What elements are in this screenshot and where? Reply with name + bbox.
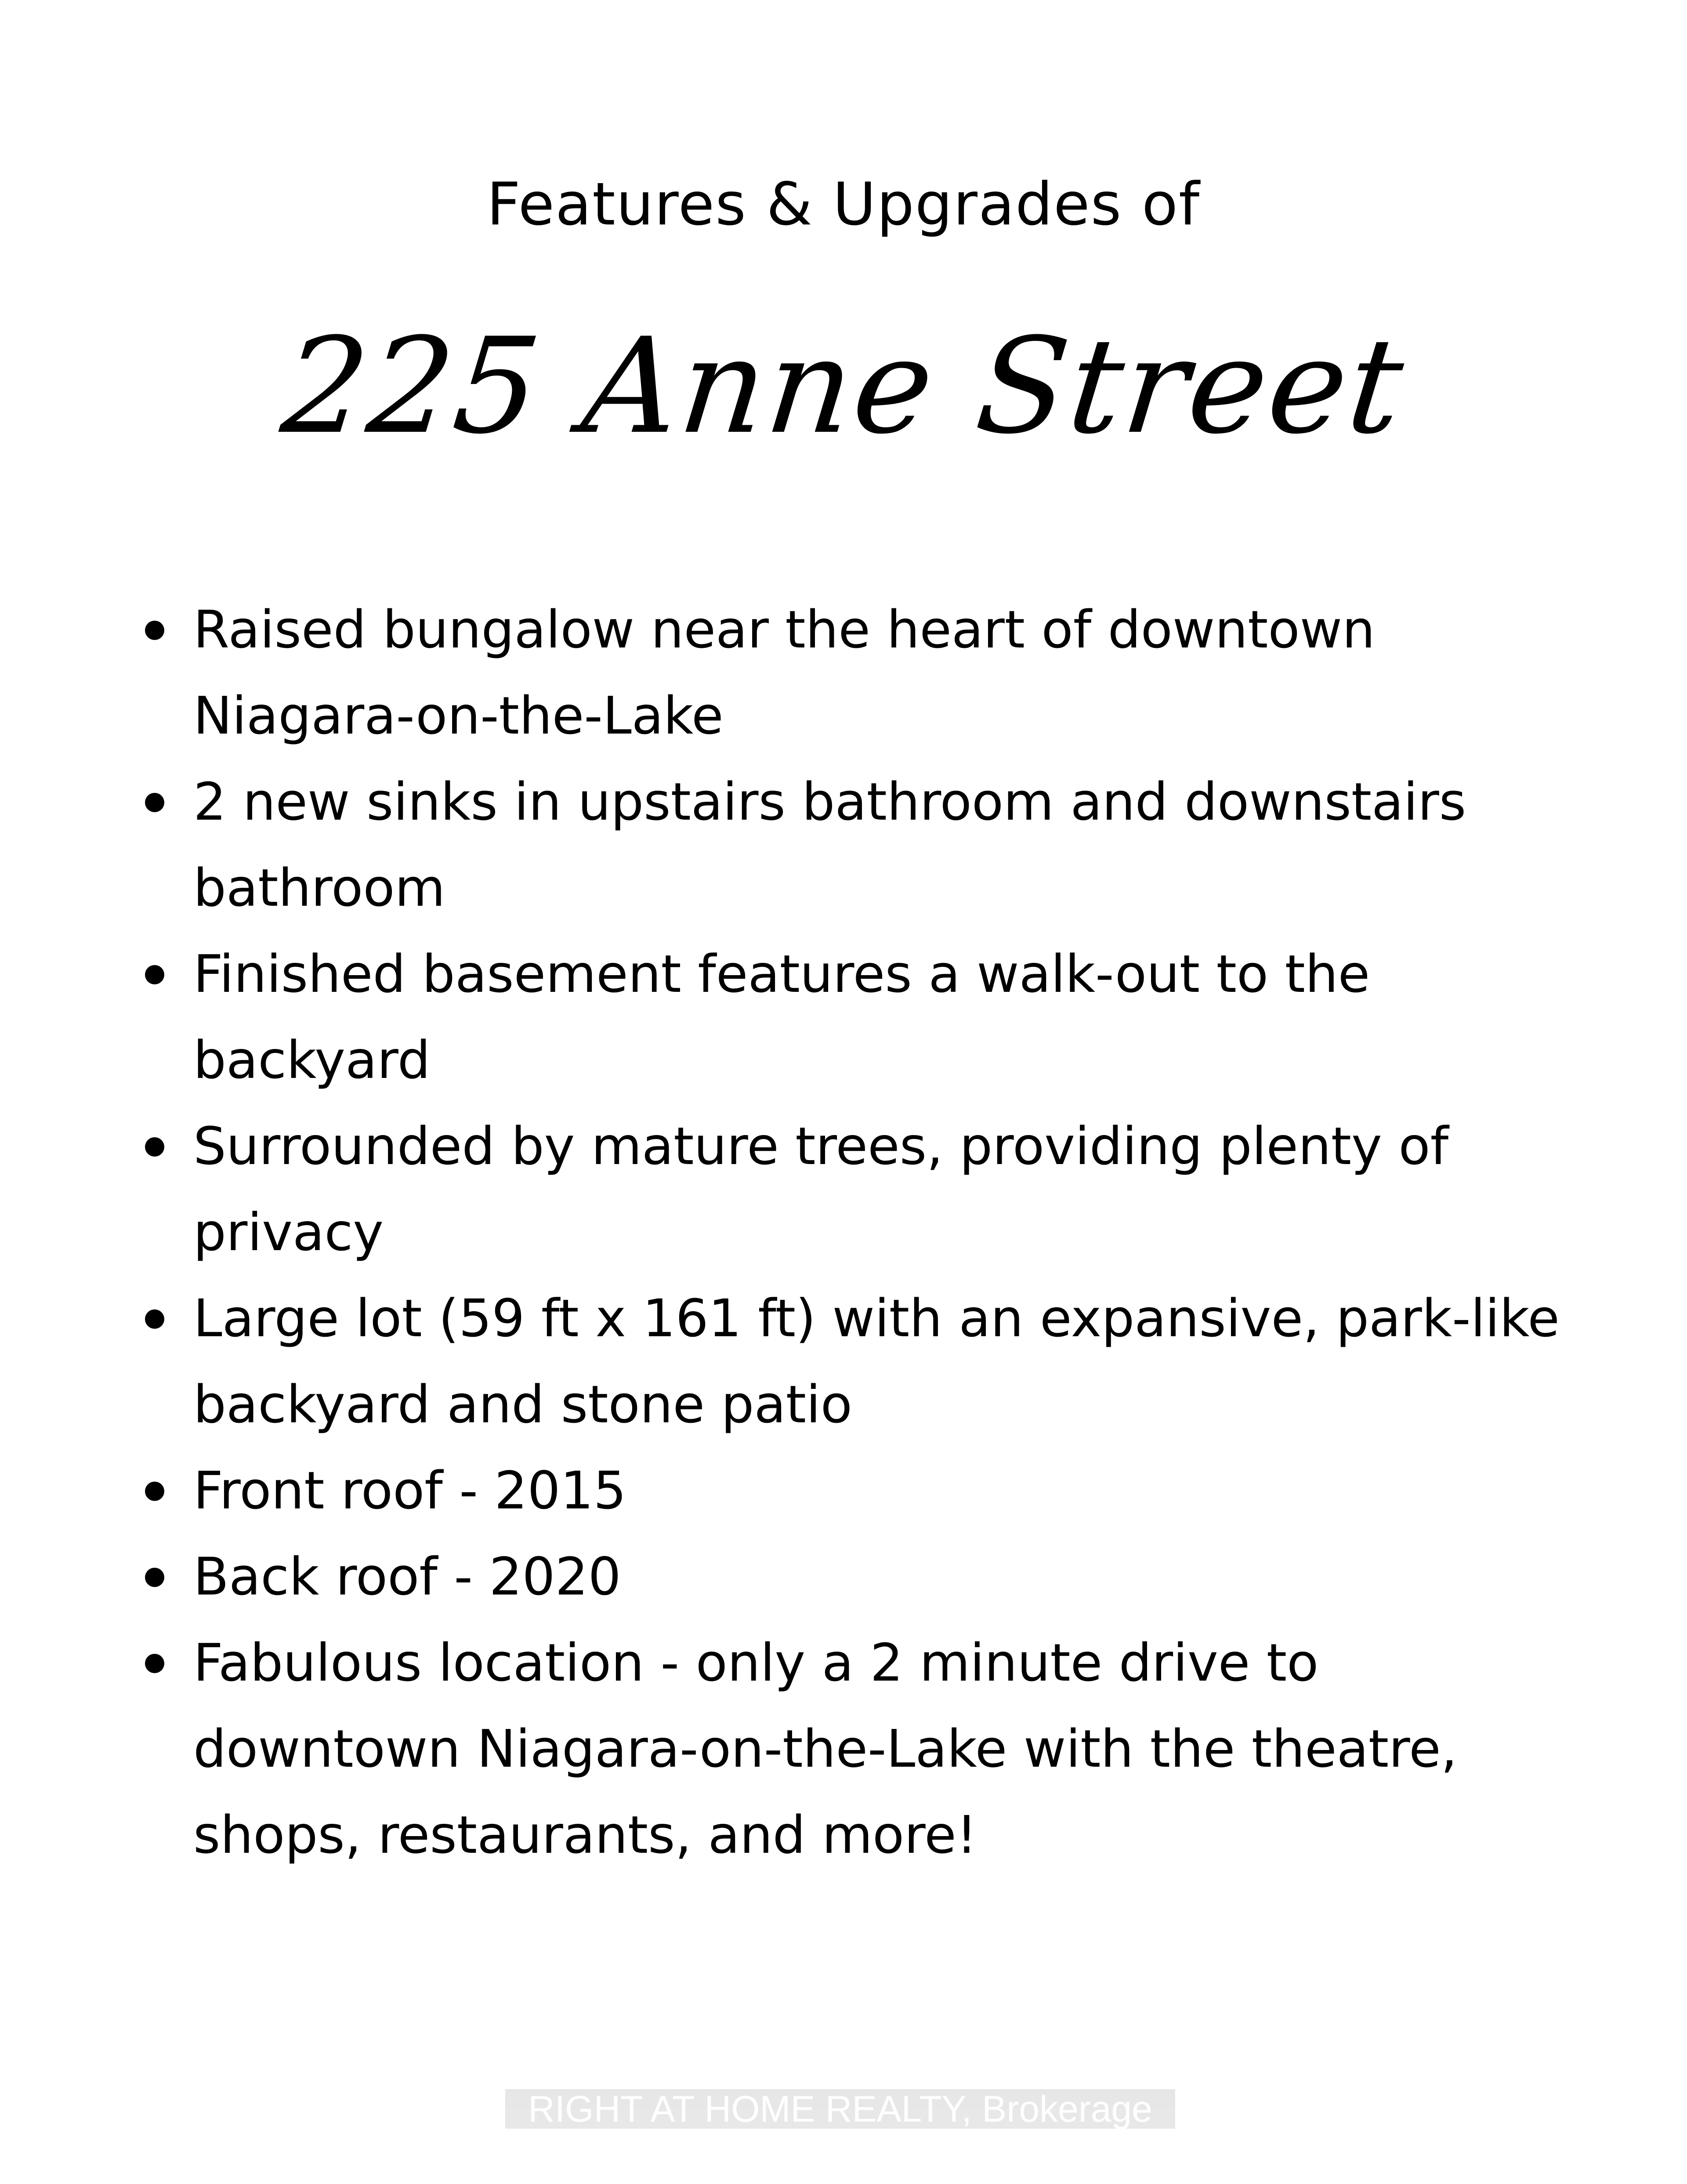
bullet-dot-icon [145,793,164,812]
property-address-title: 225 Anne Street [275,310,1412,463]
feature-item [132,1275,1582,1447]
bullet-dot-icon [145,1137,164,1157]
bullet-dot-icon [145,1309,164,1329]
feature-item [132,586,1582,759]
feature-text: Front roof - 2015 [193,1460,626,1521]
bullet-dot-icon [145,621,164,640]
feature-item [132,1620,1582,1878]
feature-item [132,1103,1582,1275]
feature-text: 2 new sinks in upstairs bathroom and downstairs bathroom [193,771,1466,918]
feature-text: Fabulous location - only a 2 minute drive to downtown Niagara-on-the-Lake with the theatre, shops, restaurants, and more! [193,1632,1458,1865]
bullet-dot-icon [145,1654,164,1673]
feature-text: Finished basement features a walk-out to the backyard [193,944,1370,1090]
feature-text: Raised bungalow near the heart of downtown Niagara-on-the-Lake [193,599,1375,746]
feature-item [132,1533,1582,1620]
bullet-dot-icon [145,1482,164,1501]
feature-text: Back roof - 2020 [193,1546,621,1607]
brokerage-watermark: RIGHT AT HOME REALTY, Brokerage [505,2089,1175,2129]
bullet-dot-icon [145,1568,164,1587]
feature-item [132,931,1582,1103]
features-list [132,586,1582,1878]
feature-text: Large lot (59 ft x 161 ft) with an expansive, park-like backyard and stone patio [193,1288,1560,1435]
feature-item [132,1447,1582,1533]
feature-text: Surrounded by mature trees, providing plenty of privacy [193,1116,1449,1262]
page-subtitle: Features & Upgrades of [486,170,1201,239]
feature-item [132,759,1582,931]
bullet-dot-icon [145,965,164,984]
